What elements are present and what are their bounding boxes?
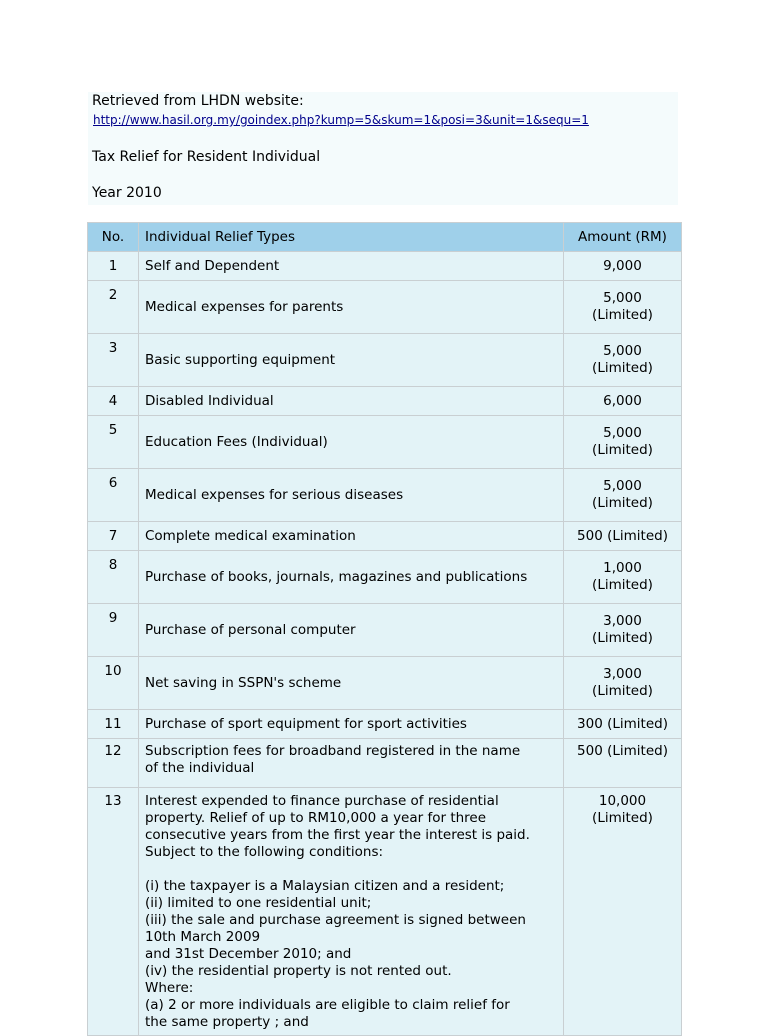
relief-type: Purchase of sport equipment for sport activities — [139, 710, 564, 739]
relief-amount: 500 (Limited) — [564, 739, 682, 788]
table-row — [88, 604, 682, 657]
table-row — [88, 387, 682, 416]
retrieved-label: Retrieved from LHDN website: — [92, 93, 304, 109]
relief-type: Complete medical examination — [139, 522, 564, 551]
relief-table — [87, 222, 682, 1036]
relief-type: Subscription fees for broadband registered in the name of the individual — [139, 739, 564, 788]
table-row — [88, 334, 682, 387]
table-row — [88, 657, 682, 710]
row-number: 11 — [88, 710, 139, 739]
table-row — [88, 281, 682, 334]
relief-amount: 300 (Limited) — [564, 710, 682, 739]
table-row — [88, 416, 682, 469]
table-header-row — [88, 223, 682, 252]
table-row — [88, 522, 682, 551]
relief-type: Self and Dependent — [139, 252, 564, 281]
relief-amount: 5,000 (Limited) — [564, 334, 682, 387]
relief-amount: 500 (Limited) — [564, 522, 682, 551]
row-number: 4 — [88, 387, 139, 416]
column-header-relief-type: Individual Relief Types — [139, 223, 564, 252]
relief-amount: 1,000 (Limited) — [564, 551, 682, 604]
row-number: 1 — [88, 252, 139, 281]
row-number: 6 — [88, 469, 139, 522]
document-header — [88, 92, 678, 205]
relief-type: Purchase of books, journals, magazines and publications — [139, 551, 564, 604]
table-row — [88, 551, 682, 604]
table-row — [88, 788, 682, 1036]
row-number: 8 — [88, 551, 139, 604]
row-number: 10 — [88, 657, 139, 710]
relief-type: Interest expended to finance purchase of residential property. Relief of up to RM10,000 a year for three consecutive years from the first year the interest is paid. Subject to the following conditions: (i) the taxpayer is a Malaysian citizen and a resident; (ii) limited to one residential unit; (iii) the sale and purchase agreement is signed between 10th March 2009 and 31st December 2010; and (iv) the residential property is not rented out. Where: (a) 2 or more individuals are eligible to claim relief for the same property ; and — [139, 788, 564, 1036]
relief-type: Net saving in SSPN's scheme — [139, 657, 564, 710]
table-row — [88, 710, 682, 739]
relief-type: Basic supporting equipment — [139, 334, 564, 387]
relief-amount: 5,000 (Limited) — [564, 416, 682, 469]
row-number: 7 — [88, 522, 139, 551]
row-number: 2 — [88, 281, 139, 334]
relief-amount: 5,000 (Limited) — [564, 469, 682, 522]
relief-amount: 3,000 (Limited) — [564, 657, 682, 710]
row-number: 13 — [88, 788, 139, 1036]
relief-type: Medical expenses for parents — [139, 281, 564, 334]
relief-amount: 10,000 (Limited) — [564, 788, 682, 1036]
relief-amount: 9,000 — [564, 252, 682, 281]
table-row — [88, 252, 682, 281]
relief-type: Education Fees (Individual) — [139, 416, 564, 469]
document-year: Year 2010 — [92, 185, 162, 201]
column-header-amount: Amount (RM) — [564, 223, 682, 252]
relief-type: Disabled Individual — [139, 387, 564, 416]
row-number: 3 — [88, 334, 139, 387]
column-header-no: No. — [88, 223, 139, 252]
relief-amount: 6,000 — [564, 387, 682, 416]
relief-type: Medical expenses for serious diseases — [139, 469, 564, 522]
relief-amount: 3,000 (Limited) — [564, 604, 682, 657]
table-row — [88, 739, 682, 788]
document-title: Tax Relief for Resident Individual — [92, 149, 321, 165]
relief-amount: 5,000 (Limited) — [564, 281, 682, 334]
relief-type: Purchase of personal computer — [139, 604, 564, 657]
row-number: 5 — [88, 416, 139, 469]
table-row — [88, 469, 682, 522]
row-number: 9 — [88, 604, 139, 657]
source-link[interactable]: http://www.hasil.org.my/goindex.php?kump=5&skum=1&posi=3&unit=1&sequ=1 — [93, 113, 589, 127]
row-number: 12 — [88, 739, 139, 788]
